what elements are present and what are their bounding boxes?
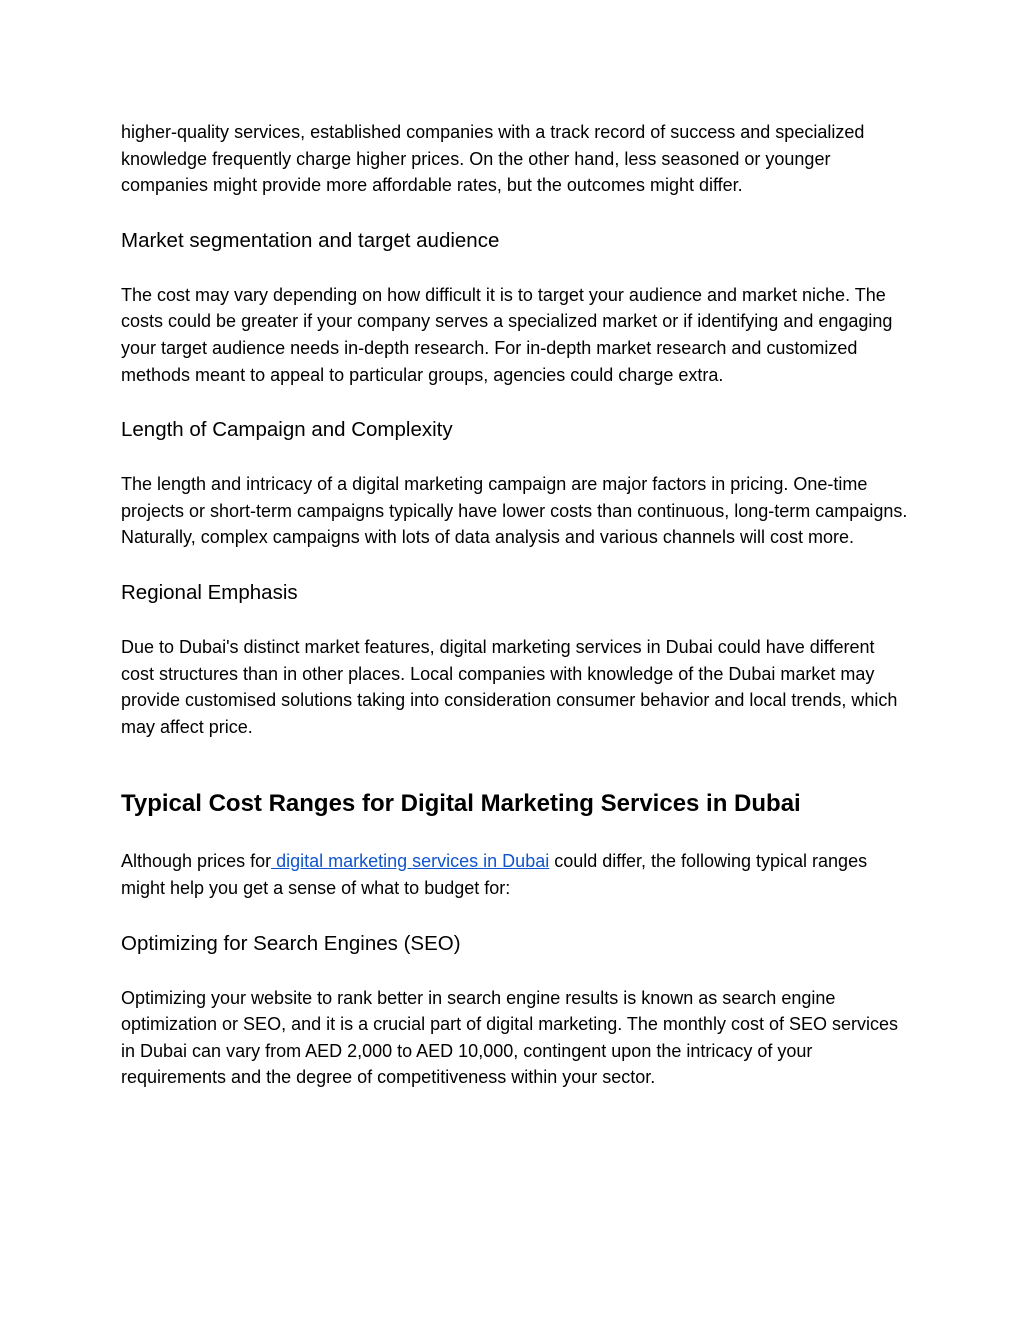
section-body-seo: Optimizing your website to rank better in search engine results is known as search engine optimization or SEO, and it is a crucial part of digital marketing. The monthly cost of SEO services in Dubai can vary from AED 2,000 to AED 10,000, contingent upon the intricacy of your requirements and the degree of competitiveness within your sector. [121,987,898,1088]
section-body-campaign-length: The length and intricacy of a digital marketing campaign are major factors in pricing. One-time projects or short-term campaigns typically have lower costs than continuous, long-term campaigns. Naturally, complex campaigns with lots of data analysis and various channels will cost more. [121,474,908,548]
digital-marketing-link[interactable]: digital marketing services in Dubai [271,851,550,872]
document-page [121,119,911,1091]
section-heading-campaign-length: Length of Campaign and Complexity [121,418,453,442]
ranges-intro-before: Although prices for [121,851,272,872]
intro-paragraph: higher-quality services, established companies with a track record of success and specialized knowledge frequently charge higher prices. On the other hand, less seasoned or younger companies might provide more affordable rates, but the outcomes might differ. [121,122,865,196]
main-heading: Typical Cost Ranges for Digital Marketing Services in Dubai [121,790,801,818]
section-body-regional-emphasis: Due to Dubai's distinct market features, digital marketing services in Dubai could have different cost structures than in other places. Local companies with knowledge of the Dubai market may provide customised solutions taking into consideration consumer behavior and local trends, which may affect price. [121,636,898,737]
section-body-market-segmentation: The cost may vary depending on how difficult it is to target your audience and market niche. The costs could be greater if your company serves a specialized market or if identifying and engaging your target audience needs in-depth research. For in-depth market research and customized methods meant to appeal to particular groups, agencies could charge extra. [121,284,893,385]
ranges-intro-after: could differ, the following typical ranges might help you get a sense of what to budget for: [121,851,868,898]
section-heading-regional-emphasis: Regional Emphasis [121,580,298,604]
section-heading-seo: Optimizing for Search Engines (SEO) [121,931,461,955]
section-heading-market-segmentation: Market segmentation and target audience [121,228,500,252]
ranges-intro-paragraph [121,848,911,901]
